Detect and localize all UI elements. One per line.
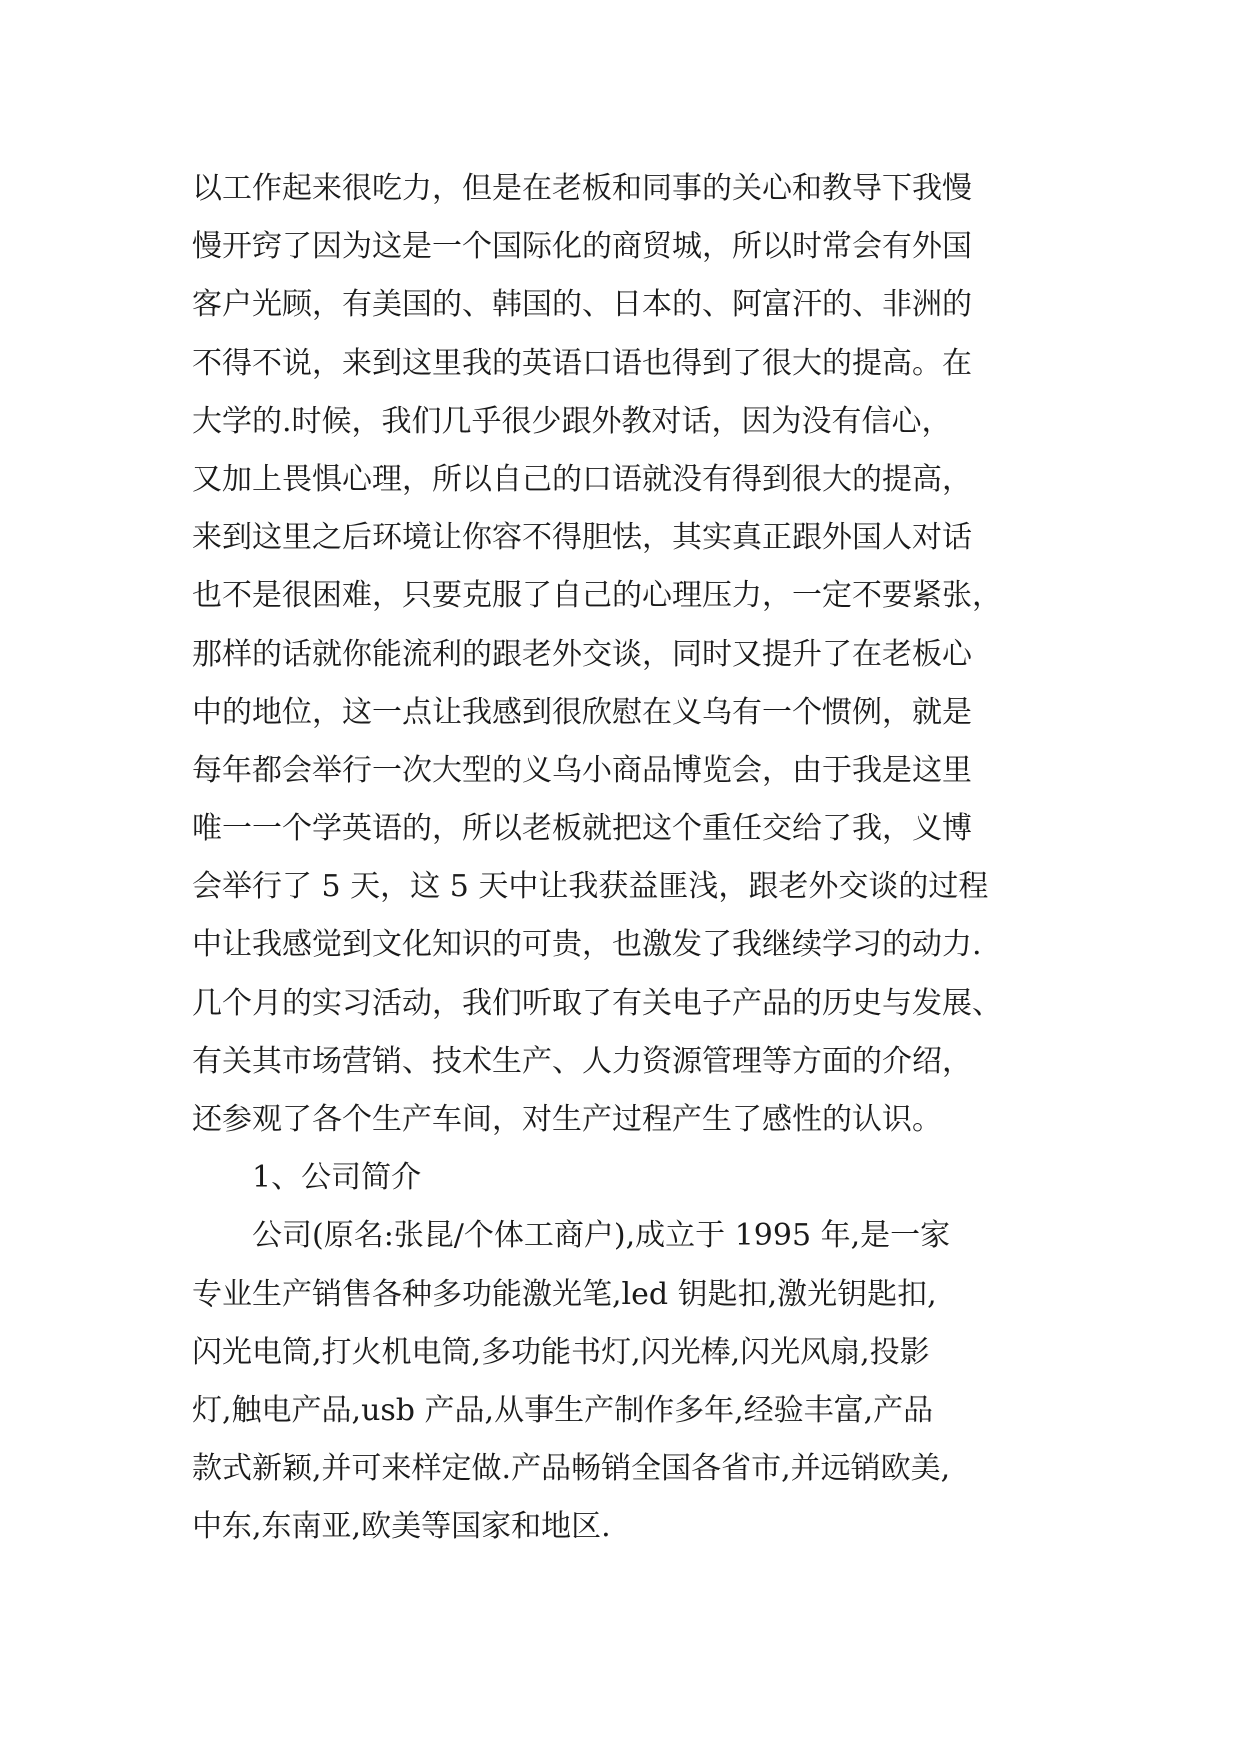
section-heading: 1、公司简介 [252,1160,422,1196]
text-line: 几个月的实习活动，我们听取了有关电子产品的历史与发展、 [192,985,1002,1021]
company-text-line: 款式新颖,并可来样定做.产品畅销全国各省市,并远销欧美, [192,1451,951,1487]
company-text-line: 中东,东南亚,欧美等国家和地区. [192,1509,611,1545]
text-line: 大学的.时候，我们几乎很少跟外教对话，因为没有信心， [192,403,952,439]
text-line: 慢开窍了因为这是一个国际化的商贸城，所以时常会有外国 [192,229,972,265]
company-text-line: 灯,触电产品,usb 产品,从事生产制作多年,经验丰富,产品 [192,1392,934,1428]
text-line: 客户光顾，有美国的、韩国的、日本的、阿富汗的、非洲的 [192,287,972,323]
text-line: 还参观了各个生产车间，对生产过程产生了感性的认识。 [192,1102,942,1137]
text-line: 也不是很困难，只要克服了自己的心理压力，一定不要紧张， [192,578,1002,614]
text-line: 不得不说，来到这里我的英语口语也得到了很大的提高。在 [192,345,972,381]
text-line: 会举行了 5 天，这 5 天中让我获益匪浅，跟老外交谈的过程 [192,869,989,905]
text-line: 那样的话就你能流利的跟老外交谈，同时又提升了在老板心 [192,636,972,672]
body-text [192,160,1072,1557]
text-line: 来到这里之后环境让你容不得胆怯，其实真正跟外国人对话 [192,520,972,556]
text-line: 有关其市场营销、技术生产、人力资源管理等方面的介绍， [192,1043,972,1079]
text-line: 中的地位，这一点让我感到很欣慰在义乌有一个惯例，就是 [192,694,972,730]
company-text-line: 公司(原名:张昆/个体工商户),成立于 1995 年,是一家 [252,1218,951,1254]
text-line: 又加上畏惧心理，所以自己的口语就没有得到很大的提高， [192,461,972,497]
company-text-line: 闪光电筒,打火机电筒,多功能书灯,闪光棒,闪光风扇,投影 [192,1334,930,1370]
company-text-line: 专业生产销售各种多功能激光笔,led 钥匙扣,激光钥匙扣, [192,1276,937,1312]
text-line: 每年都会举行一次大型的义乌小商品博览会，由于我是这里 [192,752,972,788]
text-line: 唯一一个学英语的，所以老板就把这个重任交给了我，义博 [192,811,972,847]
text-line: 中让我感觉到文化知识的可贵，也激发了我继续学习的动力. [192,927,982,963]
text-line: 以工作起来很吃力，但是在老板和同事的关心和教导下我慢 [192,171,972,206]
